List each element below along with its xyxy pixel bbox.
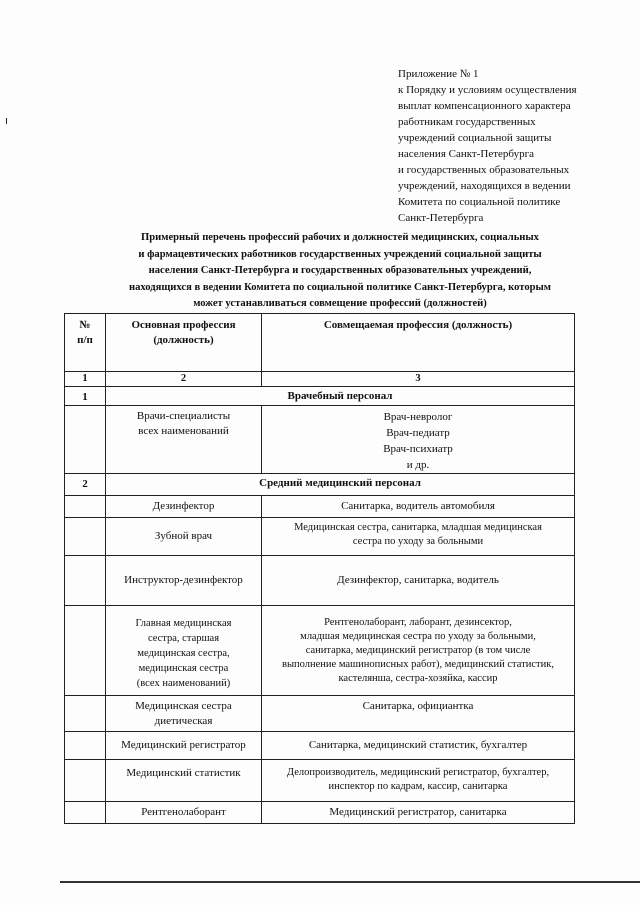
table-row: [65, 496, 575, 518]
main-profession-cell: [106, 518, 262, 556]
combined-profession-cell: [262, 696, 575, 732]
section-number: 1: [65, 387, 106, 406]
main-profession-line: медицинская сестра,: [137, 648, 230, 659]
table-row: [65, 802, 575, 824]
combined-profession-line: Рентгенолаборант, лаборант, дезинсектор,: [324, 617, 512, 628]
main-profession-line: Медицинский статистик: [126, 767, 241, 779]
header-main-profession-line: Основная профессия: [131, 319, 236, 331]
row-number-cell: [65, 696, 106, 732]
appendix-line: населения Санкт-Петербурга: [398, 148, 534, 160]
appendix-line: работникам государственных: [398, 116, 536, 128]
table-row: [65, 760, 575, 802]
section-row-nursing-staff: [65, 474, 575, 496]
title-line: Примерный перечень профессий рабочих и должностей медицинских, социальных: [141, 232, 539, 243]
scan-bottom-edge: [60, 881, 640, 883]
title-line: населения Санкт-Петербурга и государственных образовательных учреждений,: [148, 265, 532, 276]
row-number-cell: [65, 732, 106, 760]
main-profession-cell: [106, 496, 262, 518]
appendix-line: Санкт-Петербурга: [398, 212, 484, 224]
column-number: 1: [65, 372, 106, 387]
appendix-line: Комитета по социальной политике: [398, 196, 561, 208]
combined-profession-line: Дезинфектор, санитарка, водитель: [337, 574, 499, 586]
appendix-line: учреждений, находящихся в ведении: [398, 180, 571, 192]
header-number-symbol: №: [79, 319, 91, 331]
combined-profession-cell: [262, 802, 575, 824]
main-profession-line: Медицинская сестра: [135, 700, 232, 712]
title-line: и фармацевтических работников государственных учреждений социальной защиты: [138, 248, 542, 260]
table-row: [65, 732, 575, 760]
row-number-cell: [65, 518, 106, 556]
main-profession-line: Инструктор-дезинфектор: [124, 574, 243, 586]
row-number-cell: [65, 606, 106, 696]
column-numbering-row: [65, 372, 575, 387]
section-title: Врачебный персонал: [106, 387, 575, 406]
row-number-cell: [65, 496, 106, 518]
section-number: 2: [65, 474, 106, 496]
document-title: [70, 230, 610, 313]
row-number-cell: [65, 802, 106, 824]
main-profession-cell: [106, 732, 262, 760]
main-profession-cell: [106, 606, 262, 696]
main-profession-line: Врачи-специалисты: [136, 410, 231, 422]
combined-profession-line: инспектор по кадрам, кассир, санитарка: [328, 781, 508, 792]
appendix-line: и государственных образовательных: [398, 164, 570, 176]
main-profession-line: Дезинфектор: [152, 500, 215, 512]
table-row: [65, 556, 575, 606]
header-combined-profession-cell: [262, 314, 575, 372]
header-number-cell: [65, 314, 106, 372]
appendix-line: Приложение № 1: [398, 68, 479, 80]
combined-profession-cell: [262, 732, 575, 760]
combined-profession-cell: [262, 760, 575, 802]
main-profession-line: Главная медицинская: [135, 618, 232, 629]
main-profession-cell: [106, 760, 262, 802]
main-profession-line: диетическая: [154, 715, 213, 727]
table-row: [65, 606, 575, 696]
table-row: [65, 696, 575, 732]
main-profession-cell: [106, 556, 262, 606]
combined-profession-cell: [262, 496, 575, 518]
main-profession-cell: [106, 406, 262, 474]
table-header-row: [65, 314, 575, 372]
combined-profession-cell: [262, 518, 575, 556]
combined-profession-line: и др.: [406, 459, 430, 471]
combined-profession-line: Медицинский регистратор, санитарка: [329, 806, 507, 818]
table-row: [65, 518, 575, 556]
main-profession-line: медицинская сестра: [138, 663, 229, 674]
main-profession-line: Рентгенолаборант: [141, 806, 226, 818]
professions-table: [64, 313, 575, 824]
appendix-reference: [398, 66, 628, 226]
main-profession-line: сестра, старшая: [147, 633, 220, 644]
header-combined-profession-label: Совмещаемая профессия (должность): [323, 319, 513, 331]
main-profession-line: Зубной врач: [154, 530, 213, 542]
combined-profession-line: Делопроизводитель, медицинский регистратор, бухгалтер,: [286, 767, 550, 778]
section-row-medical-staff: [65, 387, 575, 406]
combined-profession-line: Санитарка, официантка: [362, 700, 474, 712]
combined-profession-line: Врач-педиатр: [386, 427, 450, 439]
combined-profession-line: Медицинская сестра, санитарка, младшая медицинская: [294, 522, 542, 533]
combined-profession-line: сестра по уходу за больными: [352, 536, 484, 547]
appendix-line: выплат компенсационного характера: [398, 100, 571, 112]
column-number: 3: [262, 372, 575, 387]
title-line: может устанавливаться совмещение профессий (должностей): [193, 298, 487, 309]
combined-profession-cell: [262, 606, 575, 696]
combined-profession-line: выполнение машинописных работ), медицинский статистик,: [282, 659, 554, 670]
scan-margin-mark: [6, 118, 7, 124]
combined-profession-cell: [262, 556, 575, 606]
combined-profession-line: Санитарка, водитель автомобиля: [341, 500, 495, 512]
row-number-cell: [65, 556, 106, 606]
combined-profession-line: санитарка, медицинский регистратор (в том числе: [305, 645, 531, 656]
combined-profession-cell: [262, 406, 575, 474]
row-number-cell: [65, 406, 106, 474]
section-title: Средний медицинский персонал: [106, 474, 575, 496]
title-line: находящихся в ведении Комитета по социальной политике Санкт-Петербурга, которым: [128, 281, 552, 293]
main-profession-line: Медицинский регистратор: [121, 739, 246, 751]
combined-profession-line: Санитарка, медицинский статистик, бухгалтер: [308, 739, 528, 751]
row-number-cell: [65, 760, 106, 802]
header-number-abbrev: п/п: [77, 334, 93, 346]
header-main-profession-cell: [106, 314, 262, 372]
header-main-profession-line: (должность): [153, 334, 214, 346]
main-profession-cell: [106, 802, 262, 824]
main-profession-line: всех наименований: [138, 425, 229, 437]
column-number: 2: [106, 372, 262, 387]
main-profession-line: (всех наименований): [136, 678, 231, 689]
appendix-line: к Порядку и условиям осуществления: [398, 84, 577, 96]
combined-profession-line: кастелянша, сестра-хозяйка, кассир: [338, 673, 498, 684]
combined-profession-line: младшая медицинская сестра по уходу за больными,: [300, 631, 536, 642]
main-profession-cell: [106, 696, 262, 732]
combined-profession-line: Врач-психиатр: [383, 443, 453, 455]
table-row: [65, 406, 575, 474]
combined-profession-line: Врач-невролог: [383, 411, 453, 423]
appendix-line: учреждений социальной защиты: [398, 132, 552, 144]
